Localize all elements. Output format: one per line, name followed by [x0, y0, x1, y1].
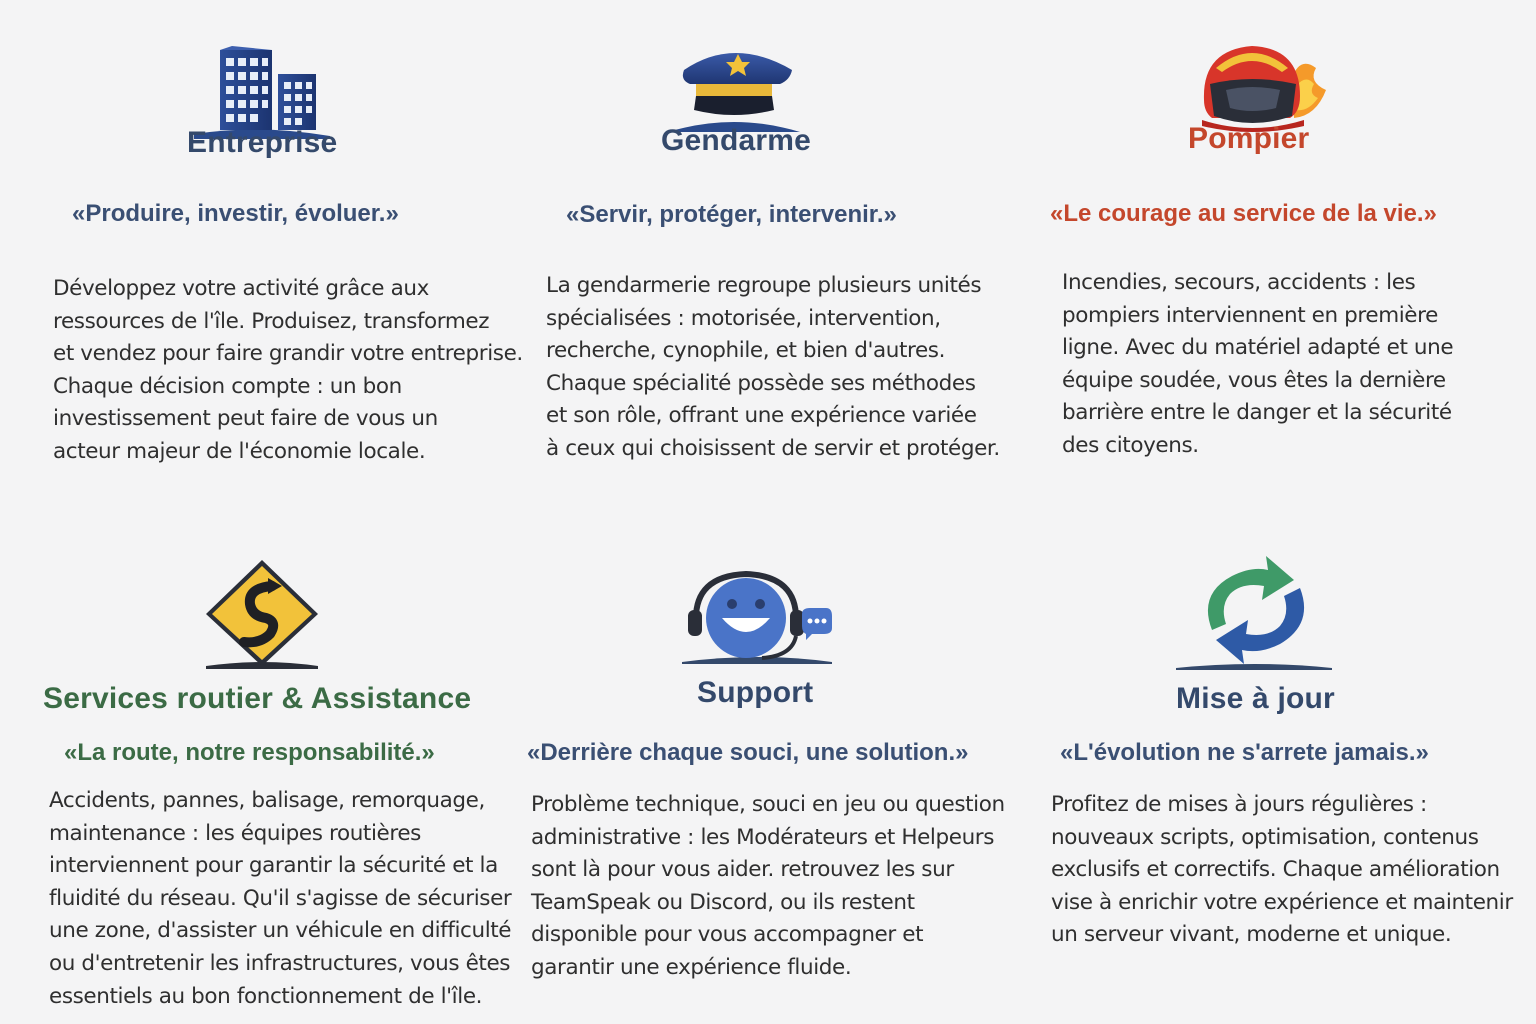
- card-description: Profitez de mises à jours régulières : nouveaux scripts, optimisation, contenus exclusifs et correctifs. Chaque amélioration vise à enrichir votre expérience et maintenir un serveur vivant, moderne et unique.: [1051, 792, 1513, 948]
- card-description: La gendarmerie regroupe plusieurs unités spécialisées : motorisée, intervention, recherche, cynophile, et bien d'autres. Chaque spécialité possède ses méthodes et son rôle, offrant une expérience variée à ceux qui choisissent de servir et protéger.: [546, 273, 1000, 461]
- card-slogan: «Produire, investir, évoluer.»: [72, 200, 399, 227]
- card-slogan: «L'évolution ne s'arrete jamais.»: [1060, 739, 1429, 766]
- card-title: Services routier & Assistance: [43, 682, 472, 715]
- card-description: Problème technique, souci en jeu ou question administrative : les Modérateurs et Helpeurs sont là pour vous aider. retrouvez les sur TeamSpeak ou Discord, ou ils restent disponible pour vous accompagner et garantir une expérience fluide.: [531, 792, 1005, 980]
- winding-road-sign-icon: [200, 558, 324, 670]
- card-description: Accidents, pannes, balisage, remorquage, maintenance : les équipes routières interviennent pour garantir la sécurité et la fluidité du réseau. Qu'il s'agisse de sécuriser une zone, d'assister un véhicule en difficulté ou d'entretenir les infrastructures, vous êtes essentiels au bon fonctionnement de l'île.: [49, 788, 512, 1009]
- card-title: Entreprise: [187, 126, 338, 159]
- buildings-icon: [190, 44, 335, 139]
- card-title: Gendarme: [661, 124, 811, 157]
- firefighter-helmet-icon: [1196, 38, 1328, 134]
- refresh-arrows-icon: [1176, 554, 1334, 672]
- card-slogan: «Derrière chaque souci, une solution.»: [527, 739, 969, 766]
- card-description: Développez votre activité grâce aux ressources de l'île. Produisez, transformez et vendez pour faire grandir votre entreprise. Chaque décision compte : un bon investissement peut faire de vous un acteur majeur de l'économie locale.: [53, 276, 523, 464]
- card-slogan: «La route, notre responsabilité.»: [64, 739, 435, 766]
- card-description: Incendies, secours, accidents : les pompiers interviennent en première ligne. Avec du matériel adapté et une équipe soudée, vous êtes la dernière barrière entre le danger et la sécurité des citoyens.: [1062, 270, 1454, 458]
- police-cap-icon: [668, 40, 800, 135]
- card-title: Mise à jour: [1176, 682, 1335, 715]
- card-slogan: «Le courage au service de la vie.»: [1050, 200, 1437, 227]
- support-headset-icon: [682, 570, 834, 666]
- card-title: Support: [697, 676, 814, 709]
- card-title: Pompier: [1188, 122, 1310, 155]
- card-slogan: «Servir, protéger, intervenir.»: [566, 201, 897, 228]
